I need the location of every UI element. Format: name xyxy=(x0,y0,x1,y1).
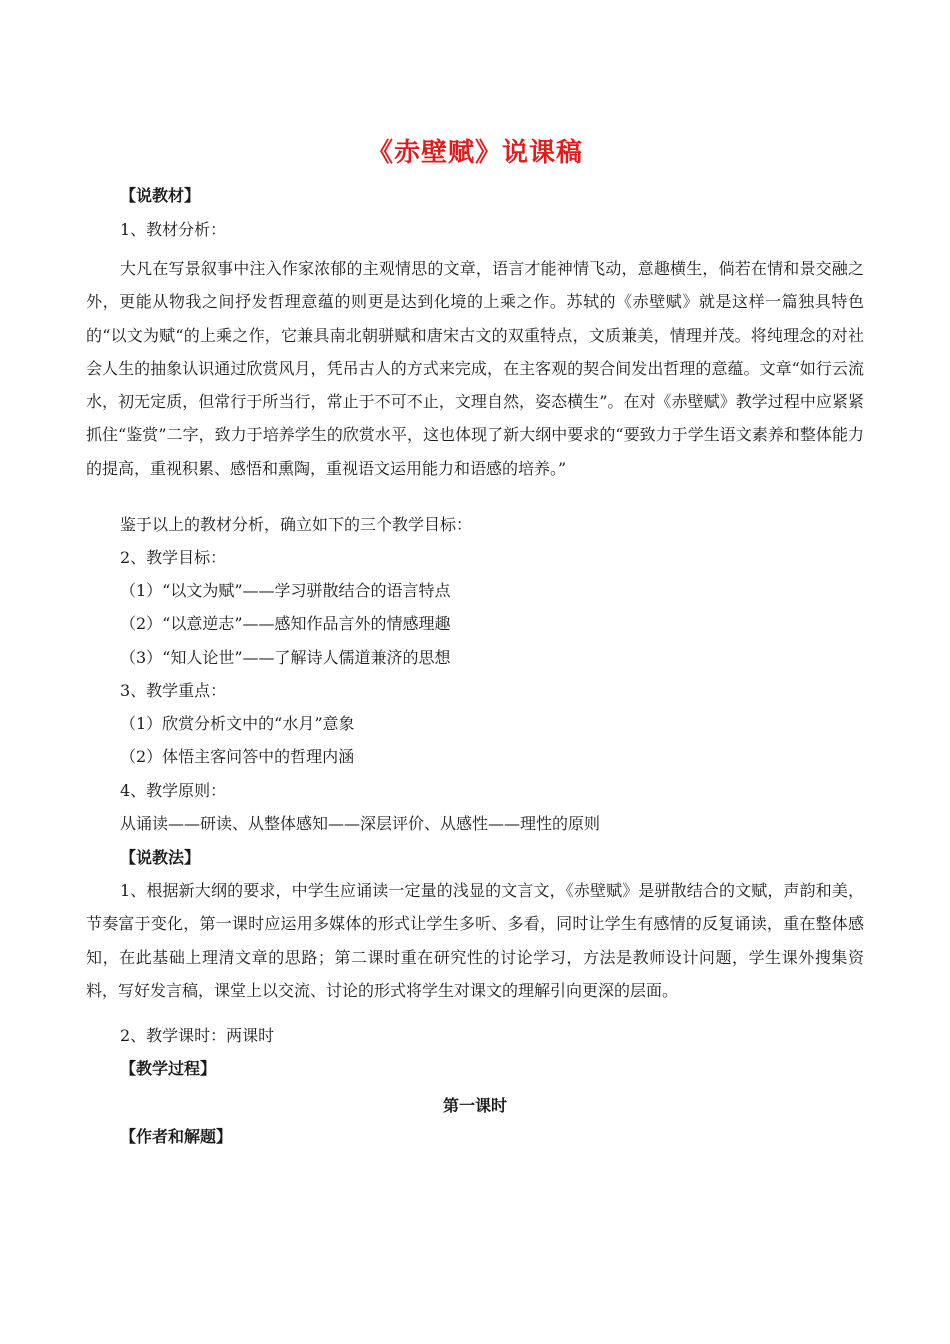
section-heading-process: 【教学过程】 xyxy=(120,1059,217,1078)
key-point-2: （2）体悟主客问答中的哲理内涵 xyxy=(120,747,355,766)
goals-intro: 鉴于以上的教材分析，确立如下的三个教学目标： xyxy=(120,515,473,534)
lesson-heading: 第一课时 xyxy=(442,1096,507,1115)
goal-item-1: （1）“以文为赋”——学习骈散结合的语言特点 xyxy=(120,581,451,600)
paragraph-method: 1、根据新大纲的要求，中学生应诵读一定量的浅显的文言文，《赤壁赋》是骈散结合的文赋，声韵和美，节奏富于变化，第一课时应运用多媒体的形式让学生多听、多看，同时让学生有感情的反复诵读，重在整体感知，在此基础上理清文章的思路；第二课时重在研究性的讨论学习，方法是教师设计问题，学生课外搜集资料，写好发言稿，课堂上以交流、讨论的形式将学生对课文的理解引向更深的层面。 xyxy=(86,881,864,1000)
section-heading-textbook: 【说教材】 xyxy=(120,186,201,205)
goal-item-2: （2）“以意逆志”——感知作品言外的情感理趣 xyxy=(120,614,451,633)
class-hours: 2、教学课时：两课时 xyxy=(120,1026,275,1045)
goal-item-3: （3）“知人论世”——了解诗人儒道兼济的思想 xyxy=(120,648,451,667)
heading-key-points: 3、教学重点： xyxy=(120,681,227,700)
section-heading-author: 【作者和解题】 xyxy=(120,1127,233,1146)
principle-text: 从诵读——研读、从整体感知——深层评价、从感性——理性的原则 xyxy=(120,814,601,833)
heading-textbook-analysis: 1、教材分析： xyxy=(120,220,227,239)
heading-teaching-goals: 2、教学目标： xyxy=(120,548,227,567)
document-title: 《赤壁赋》说课稿 xyxy=(366,138,583,168)
paragraph-textbook-analysis: 大凡在写景叙事中注入作家浓郁的主观情思的文章，语言才能神情飞动，意趣横生，倘若在情和景交融之外，更能从物我之间抒发哲理意蕴的则更是达到化境的上乘之作。苏轼的《赤壁赋》就是这样一篇独具特色的“以文为赋“的上乘之作，它兼具南北朝骈赋和唐宋古文的双重特点，文质兼美，情理并茂。将纯理念的对社会人生的抽象认识通过欣赏风月，凭吊古人的方式来完成，在主客观的契合间发出哲理的意蕴。文章“如行云流水，初无定质，但常行于所当行，常止于不可不止，文理自然，姿态横生”。在对《赤壁赋》教学过程中应紧紧抓住“鉴赏”二字，致力于培养学生的欣赏水平，这也体现了新大纲中要求的“要致力于学生语文素养和整体能力的提高，重视积累、感悟和熏陶，重视语文运用能力和语感的培养。” xyxy=(86,259,864,478)
key-point-1: （1）欣赏分析文中的“水月”意象 xyxy=(120,714,355,733)
section-heading-method: 【说教法】 xyxy=(120,848,201,867)
heading-principle: 4、教学原则： xyxy=(120,781,227,800)
